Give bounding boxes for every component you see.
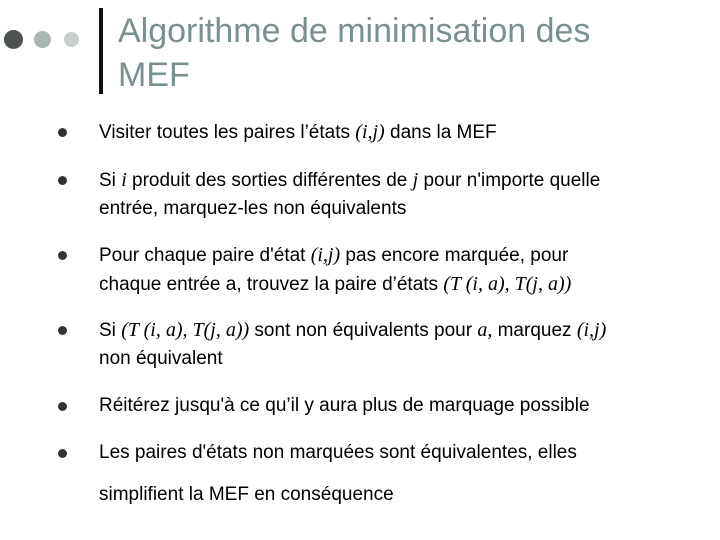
bullet-icon bbox=[58, 449, 67, 458]
math-pair: (i,j) bbox=[576, 319, 607, 341]
bullet-item-5 bbox=[99, 392, 699, 420]
bullet-text: produit des sorties différentes de bbox=[126, 170, 413, 191]
bullet-line-2: entrée, marquez-les non équivalents bbox=[99, 198, 407, 219]
bullet-line-1 bbox=[99, 241, 699, 270]
bullet-line-1 bbox=[99, 316, 699, 345]
bullet-text: Pour chaque paire d'état bbox=[99, 245, 311, 266]
bullet-icon bbox=[58, 251, 67, 260]
bullet-icon bbox=[58, 176, 67, 185]
bullet-item-1 bbox=[99, 118, 699, 147]
bullet-text: marquez bbox=[492, 320, 577, 341]
bullet-text: pas encore marquée, pour bbox=[340, 245, 569, 266]
bullet-icon bbox=[58, 326, 67, 335]
bullet-text: Visiter toutes les paires l’états bbox=[99, 122, 356, 143]
bullet-icon bbox=[58, 128, 67, 137]
math-pair: (i,j) bbox=[355, 121, 385, 143]
math-transition-pair: (T (i, a), T(j, a)) bbox=[443, 273, 572, 295]
title-line-1: Algorithme de minimisation des bbox=[118, 12, 591, 50]
math-var: i bbox=[121, 169, 127, 191]
bullet-text: Si bbox=[99, 170, 122, 191]
bullet-item-4 bbox=[99, 316, 699, 373]
bullet-text: chaque entrée a, trouvez la paire d’états bbox=[99, 274, 444, 295]
bullet-line-1: Les paires d'états non marquées sont équivalentes, elles bbox=[99, 442, 577, 463]
bullet-item-6 bbox=[99, 439, 699, 509]
math-var: a, bbox=[477, 319, 493, 341]
bullet-text: sont non équivalents pour bbox=[249, 320, 478, 341]
math-transition-pair: (T (i, a), T(j, a)) bbox=[121, 319, 250, 341]
bullet-line-2: non équivalent bbox=[99, 348, 223, 369]
bullet-text: dans la MEF bbox=[384, 122, 497, 143]
bullet-line-2: simplifient la MEF en conséquence bbox=[99, 484, 394, 505]
bullet-text: Réitérez jusqu'à ce qu’il y aura plus de marquage possible bbox=[99, 395, 590, 416]
bullet-icon bbox=[58, 402, 67, 411]
math-var: j bbox=[412, 169, 419, 191]
math-pair: (i,j) bbox=[310, 244, 341, 266]
bullet-line-2 bbox=[99, 270, 699, 299]
bullet-text: pour n'importe quelle bbox=[418, 170, 601, 191]
bullet-item-3 bbox=[99, 241, 699, 299]
title-line-2: MEF bbox=[118, 56, 190, 94]
bullet-text: Si bbox=[99, 320, 122, 341]
bullet-line-1 bbox=[99, 166, 699, 195]
bullet-item-2 bbox=[99, 166, 699, 223]
